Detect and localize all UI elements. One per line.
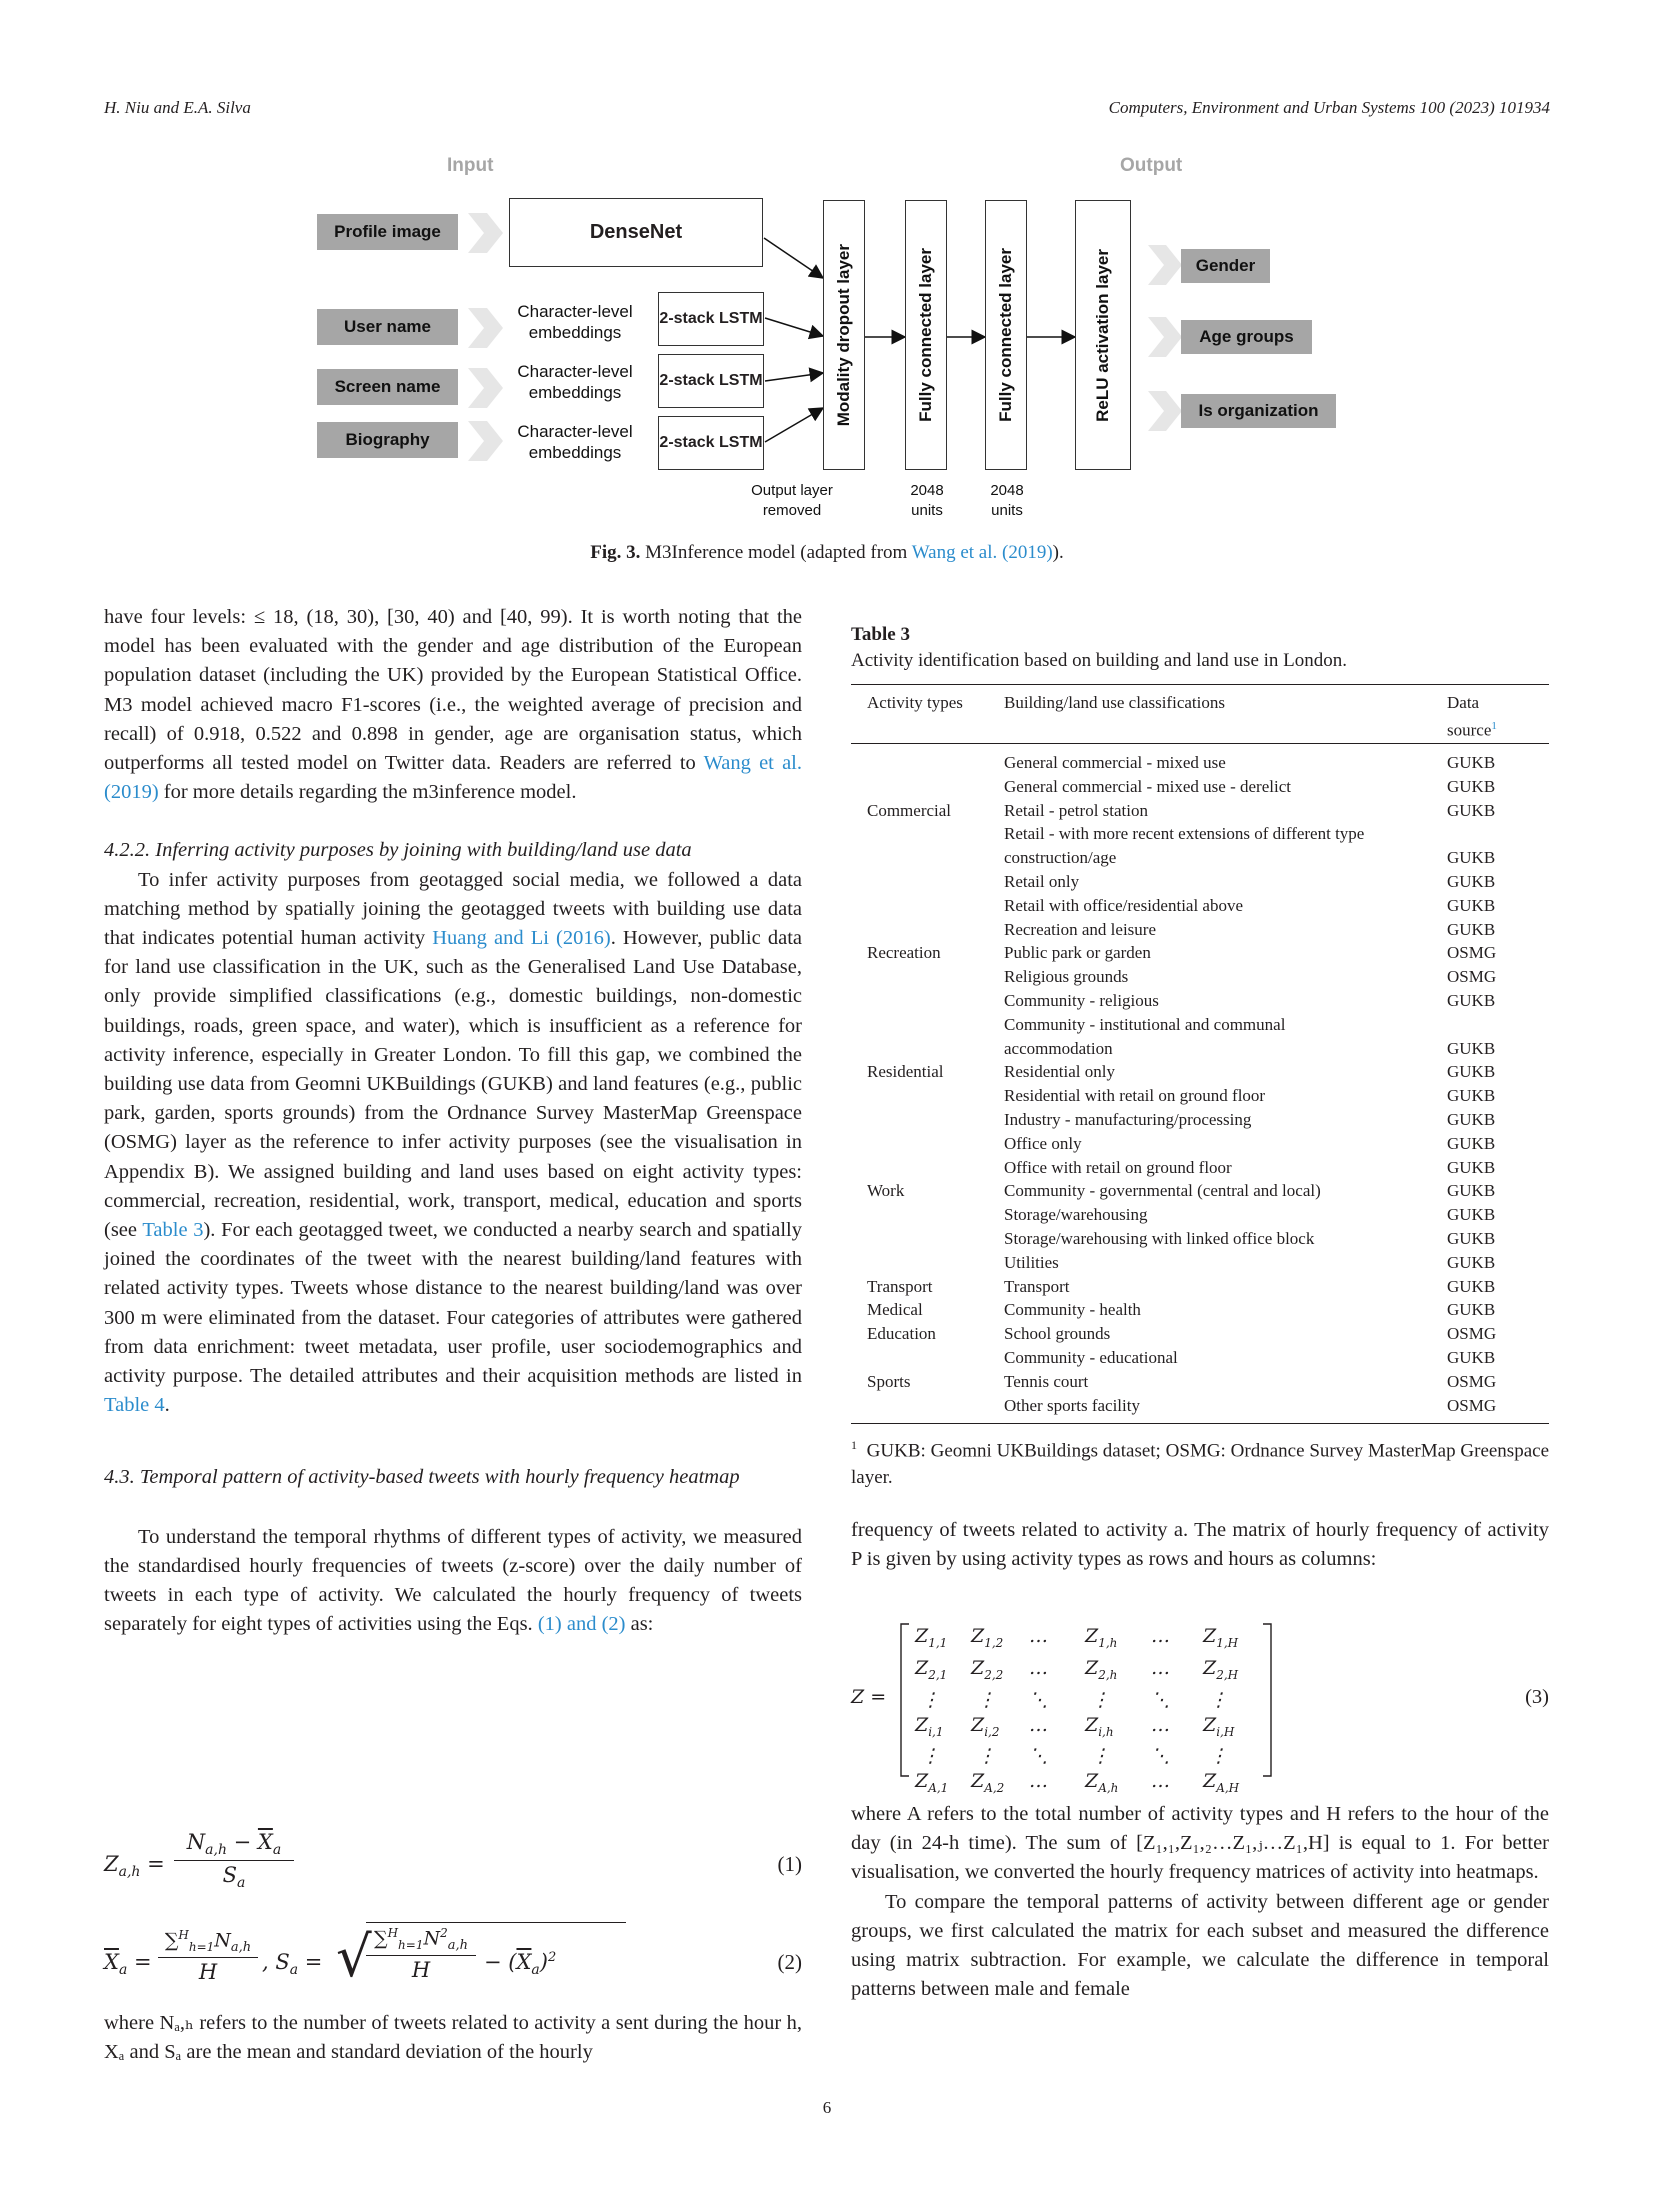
table-cell-classification: Recreation and leisure xyxy=(1004,919,1156,939)
table-cell-source: GUKB xyxy=(1447,1109,1496,1129)
right-column-text xyxy=(851,1800,1549,2004)
table-3 xyxy=(851,622,1549,1491)
table-row xyxy=(851,894,1549,918)
table-3-body xyxy=(851,744,1549,1423)
equation-2: $\overline{X}_a$ = $\sum^H_{h=1}N_{a,h}$ H , $S_a$ = √ $\sum^H_{h=1}N^2_{a,h}$ H − $(\overline{X}_a)^2$ (2) xyxy=(104,1918,802,2008)
table-cell-classification: Residential with retail on ground floor xyxy=(1004,1086,1266,1106)
paragraph-where-a: where A refers to the total number of activity types and H refers to the hour of the day (in 24-h time). The sum of [Z₁,₁,Z₁,₂…Z₁,ⱼ…Z₁,H] is equal to 1. For better visualisation, we converted the hourly frequency matrices of activity into heatmaps. xyxy=(851,1803,1549,1884)
paragraph-activity-purposes: To infer activity purposes from geotagged social media, we followed a data matching method by spatially joining the geotagged tweets with building use data that indicates potential human activity Huang and Li (2016). However, public data for land use classification in the UK, such as the Generalised Land Use Database, only provide simplified classifications (e.g., domestic buildings, non-domestic buildings, roads, green space, and water), which is insufficient as a reference for activity inference, especially in Greater London. To fill this gap, we combined the building use data from Geomni UKBuildings (GUKB) and land features (e.g., public park, garden, sports grounds) from the Ordnance Survey MasterMap Greenspace (OSMG) layer as the reference to infer activity purposes (see the visualisation in Appendix B). We assigned building and land uses based on eight activity types: commercial, recreation, residential, work, transport, medical, education and sports (see Table 3). For each geotagged tweet, we conducted a nearby search and spatially joined the coordinates of the tweet with the nearest building/land features with related activity types. Tweets whose distance to the nearest building/land was over 300 m were eliminated from the dataset. Four categories of attributes were gathered from data enrichment: tweet metadata, user profile, user sociodemographics and activity purpose. The detailed attributes and their acquisition methods are listed in Table 4. xyxy=(104,868,802,1417)
table-row xyxy=(851,870,1549,894)
table-3-header-row xyxy=(851,685,1549,743)
paragraph-temporal: To understand the temporal rhythms of different types of activity, we measured the standardised hourly frequencies of tweets (z-score) over the daily number of tweets in each type of activity. We calculated the hourly frequency of tweets separately for eight types of activities using the Eqs. (1) and (2) as: xyxy=(104,1525,802,1636)
table-row xyxy=(851,1179,1549,1203)
table-row xyxy=(851,1275,1549,1299)
table-3-col-activity: Activity types xyxy=(867,693,963,712)
table-cell-source: GUKB xyxy=(1447,1300,1496,1320)
table-cell-classification: Community - religious xyxy=(1004,990,1159,1010)
table-row xyxy=(851,1394,1549,1418)
table-cell-classification: Storage/warehousing xyxy=(1004,1205,1148,1225)
table-cell-classification: Office only xyxy=(1004,1133,1082,1153)
ref-huang-li[interactable]: Huang and Li (2016) xyxy=(432,927,611,950)
table-cell-activity: Medical xyxy=(867,1300,923,1320)
lstm-box-screen: 2-stack LSTM xyxy=(658,354,764,408)
table-row xyxy=(851,1346,1549,1370)
table-cell-source: OSMG xyxy=(1447,1324,1497,1344)
table-cell-activity: Recreation xyxy=(867,943,941,963)
table-row xyxy=(851,1132,1549,1156)
table-cell-source: GUKB xyxy=(1447,895,1496,915)
table-3-title: Table 3 xyxy=(851,624,910,645)
table-row xyxy=(851,941,1549,965)
table-cell-source: GUKB xyxy=(1447,776,1496,796)
table-cell-source: GUKB xyxy=(1447,1038,1496,1058)
table-cell-source: OSMG xyxy=(1447,967,1497,987)
left-column xyxy=(104,603,802,1640)
note-output-layer-removed: Output layer removed xyxy=(751,482,833,519)
table-cell-classification: Retail only xyxy=(1004,871,1080,891)
table-cell-source: GUKB xyxy=(1447,753,1496,772)
table-cell-classification: Transport xyxy=(1004,1276,1070,1296)
figure-output-label: Output xyxy=(1120,155,1183,176)
table-cell-classification: Retail with office/residential above xyxy=(1004,895,1244,915)
table-row xyxy=(851,989,1549,1013)
table-row xyxy=(851,1370,1549,1394)
table-row xyxy=(851,846,1549,870)
paragraph-compare: To compare the temporal patterns of activity between different age or gender groups, we first calculated the matrix for each subset and measured the difference using matrix subtraction. For example, we calculate the difference in temporal patterns between male and female xyxy=(851,1890,1549,2001)
table-row xyxy=(851,918,1549,942)
table-cell-source: GUKB xyxy=(1447,1181,1496,1201)
table-cell-classification: Storage/warehousing with linked office block xyxy=(1004,1228,1315,1248)
table-cell-classification: Community - institutional and communal xyxy=(1004,1014,1286,1034)
relu-activation-layer: ReLU activation layer xyxy=(1075,200,1131,470)
output-is-organization: Is organization xyxy=(1181,394,1336,428)
table-cell-source: OSMG xyxy=(1447,1395,1497,1415)
table-row xyxy=(851,1251,1549,1275)
table-cell-classification: accommodation xyxy=(1004,1038,1113,1058)
table-cell-classification: Retail - with more recent extensions of different type xyxy=(1004,824,1365,844)
header-journal: Computers, Environment and Urban Systems 100 (2023) 101934 xyxy=(1108,98,1550,117)
densenet-box: DenseNet xyxy=(509,198,763,267)
table-cell-source: GUKB xyxy=(1447,1276,1496,1296)
table-cell-source: OSMG xyxy=(1447,1371,1497,1391)
input-profile-image: Profile image xyxy=(317,214,458,250)
table-row xyxy=(851,751,1549,775)
embedding-bio: Character-level embeddings xyxy=(517,422,633,462)
table-cell-classification: Residential only xyxy=(1004,1062,1115,1082)
paragraph-matrix-intro: frequency of tweets related to activity a. The matrix of hourly frequency of activity P is given by using activity types as rows and hours as columns: xyxy=(851,1519,1549,1571)
matrix-entries: $Z_{1,1}$ $Z_{1,2}$ … $Z_{1,h}$ … $Z_{1,H}$ $Z_{2,1}$ $Z_{2,2}$ … $Z_{2,h}$ … $Z_{2,H}$ ⋮ ⋮ ⋱ ⋮ ⋱ ⋮ $Z_{i,1}$ $Z_{i,2}$ … $Z_{i,h}$ … $Z_{i,H}$ ⋮ ⋮ ⋱ ⋮ ⋱ ⋮ $Z_{A,1}$ $Z_{A,2}$ … $Z_{A,h}$ … $Z_{A,H}$ xyxy=(915,1625,1240,1796)
ref-table-4[interactable]: Table 4 xyxy=(104,1394,165,1417)
table-row xyxy=(851,1156,1549,1180)
equation-1: $Z_{a,h}$ = $N_{a,h} - \overline{X}_a$ $S_a$ (1) xyxy=(104,1830,802,1892)
table-cell-activity: Transport xyxy=(867,1276,933,1296)
output-age-groups: Age groups xyxy=(1181,320,1312,354)
table-row xyxy=(851,799,1549,823)
table-row xyxy=(851,1298,1549,1322)
figure-input-label: Input xyxy=(447,155,494,176)
table-cell-activity: Commercial xyxy=(867,800,952,820)
lstm-box-bio: 2-stack LSTM xyxy=(658,416,764,470)
table-row xyxy=(851,1037,1549,1061)
table-3-footnote: $^1$ GUKB: Geomni UKBuildings dataset; OSMG: Ordnance Survey MasterMap Greenspace layer. xyxy=(851,1438,1549,1488)
table-cell-classification: Office with retail on ground floor xyxy=(1004,1157,1232,1177)
figure-caption: Fig. 3. M3Inference model (adapted from Wang et al. (2019)). xyxy=(590,542,1064,563)
header-authors: H. Niu and E.A. Silva xyxy=(104,98,251,117)
table-cell-source: GUKB xyxy=(1447,919,1496,939)
table-row xyxy=(851,1203,1549,1227)
table-cell-activity: Sports xyxy=(867,1371,911,1391)
table-cell-classification: construction/age xyxy=(1004,848,1117,868)
table-cell-classification: Retail - petrol station xyxy=(1004,800,1148,820)
table-row xyxy=(851,1084,1549,1108)
table-cell-classification: Tennis court xyxy=(1004,1371,1089,1391)
note-2048-units-1: 2048 units xyxy=(910,482,944,519)
table-cell-source: GUKB xyxy=(1447,1086,1496,1106)
embedding-user: Character-level embeddings xyxy=(517,302,633,342)
table-cell-source: GUKB xyxy=(1447,1133,1496,1153)
note-2048-units-2: 2048 units xyxy=(990,482,1024,519)
lstm-box-user: 2-stack LSTM xyxy=(658,292,764,346)
table-cell-source: GUKB xyxy=(1447,1062,1496,1082)
table-cell-source: GUKB xyxy=(1447,1228,1496,1248)
equation-3-number: (3) xyxy=(1525,1686,1549,1708)
section-4-2-2-heading: 4.2.2. Inferring activity purposes by joining with building/land use data xyxy=(104,839,692,862)
table-cell-activity: Education xyxy=(867,1324,936,1344)
table-cell-source: GUKB xyxy=(1447,800,1496,820)
fully-connected-layer-1: Fully connected layer xyxy=(905,200,947,470)
page-number: 6 xyxy=(822,2098,832,2117)
embedding-screen: Character-level embeddings xyxy=(517,362,633,402)
output-gender: Gender xyxy=(1181,249,1270,283)
table-cell-source: GUKB xyxy=(1447,1252,1496,1272)
equation-2-number: (2) xyxy=(777,1950,802,1974)
table-3-col-source: Data source$^1$ xyxy=(1447,693,1497,740)
table-cell-classification: Industry - manufacturing/processing xyxy=(1004,1109,1252,1129)
section-4-3-heading: 4.3. Temporal pattern of activity-based tweets with hourly frequency heatmap xyxy=(104,1466,740,1489)
table-cell-source: GUKB xyxy=(1447,1157,1496,1177)
equation-3: Z = $Z_{1,1}$ $Z_{1,2}$ … $Z_{1,h}$ … $Z_{1,H}$ $Z_{2,1}$ $Z_{2,2}$ … $Z_{2,h}$ … $Z_{2,H}$ ⋮ ⋮ ⋱ ⋮ ⋱ ⋮ $Z_{i,1}$ $Z_{i,2}$ … $Z_{i,h}$ … $Z_{i,H}$ ⋮ ⋮ ⋱ ⋮ ⋱ ⋮ $Z_{A,1}$ $Z_{A,2}$ … $Z_{A,h}$ … $Z_{A,H}$ (3) xyxy=(851,1620,1549,1780)
table-cell-source: GUKB xyxy=(1447,1347,1496,1367)
paragraph-model-eval: have four levels: ≤ 18, (18, 30), [30, 40) and [40, 99). It is worth noting that the model has been evaluated with the gender and age distribution of the European population dataset (including the UK) provided by the European Statistical Office. M3 model achieved macro F1-scores (i.e., the weighted average of precision and recall) of 0.918, 0.522 and 0.898 in gender, age are organisation status, which outperforms all tested model on Twitter data. Readers are referred to Wang et al. (2019) for more details regarding the m3inference model. xyxy=(104,606,802,804)
table-cell-classification: Community - governmental (central and local) xyxy=(1004,1181,1321,1201)
caption-ref-link[interactable]: Wang et al. (2019) xyxy=(911,542,1053,563)
ref-table-3[interactable]: Table 3 xyxy=(142,1219,204,1242)
table-cell-classification: General commercial - mixed use xyxy=(1004,753,1226,772)
ref-wang-2019[interactable]: Wang et al. (2019) xyxy=(104,752,802,804)
table-row xyxy=(851,775,1549,799)
paragraph-where-nah: where Nₐ,ₕ refers to the number of tweets related to activity a sent during the hour h, Xₐ and Sₐ are the mean and standard deviation of the hourly xyxy=(104,2012,802,2064)
table-row xyxy=(851,1108,1549,1132)
table-cell-classification: Other sports facility xyxy=(1004,1395,1140,1415)
table-cell-activity: Residential xyxy=(867,1062,944,1082)
fully-connected-layer-2: Fully connected layer xyxy=(985,200,1027,470)
table-cell-source: GUKB xyxy=(1447,990,1496,1010)
table-cell-activity: Work xyxy=(867,1181,905,1201)
table-row xyxy=(851,822,1549,846)
table-cell-classification: Utilities xyxy=(1004,1252,1059,1272)
table-3-col-classification: Building/land use classifications xyxy=(1004,693,1225,712)
table-row xyxy=(851,1322,1549,1346)
table-row xyxy=(851,1013,1549,1037)
table-cell-classification: Religious grounds xyxy=(1004,967,1129,987)
table-row xyxy=(851,965,1549,989)
modality-dropout-layer: Modality dropout layer xyxy=(823,200,865,470)
table-cell-source: GUKB xyxy=(1447,848,1496,868)
table-row xyxy=(851,1060,1549,1084)
input-screen-name: Screen name xyxy=(317,369,458,405)
table-cell-classification: General commercial - mixed use - derelict xyxy=(1004,776,1291,796)
table-cell-source: OSMG xyxy=(1447,943,1497,963)
input-biography: Biography xyxy=(317,422,458,458)
table-3-subtitle: Activity identification based on building and land use in London. xyxy=(851,650,1348,671)
table-cell-classification: Community - health xyxy=(1004,1300,1141,1320)
table-cell-source: GUKB xyxy=(1447,871,1496,891)
table-cell-classification: Community - educational xyxy=(1004,1347,1178,1367)
input-user-name: User name xyxy=(317,309,458,345)
table-cell-classification: Public park or garden xyxy=(1004,943,1151,963)
equation-1-number: (1) xyxy=(777,1852,802,1876)
ref-eqs-1-2[interactable]: (1) and (2) xyxy=(537,1613,626,1636)
table-cell-source: GUKB xyxy=(1447,1205,1496,1225)
table-cell-classification: School grounds xyxy=(1004,1324,1111,1344)
table-row xyxy=(851,1227,1549,1251)
figure-3 xyxy=(0,0,1654,540)
